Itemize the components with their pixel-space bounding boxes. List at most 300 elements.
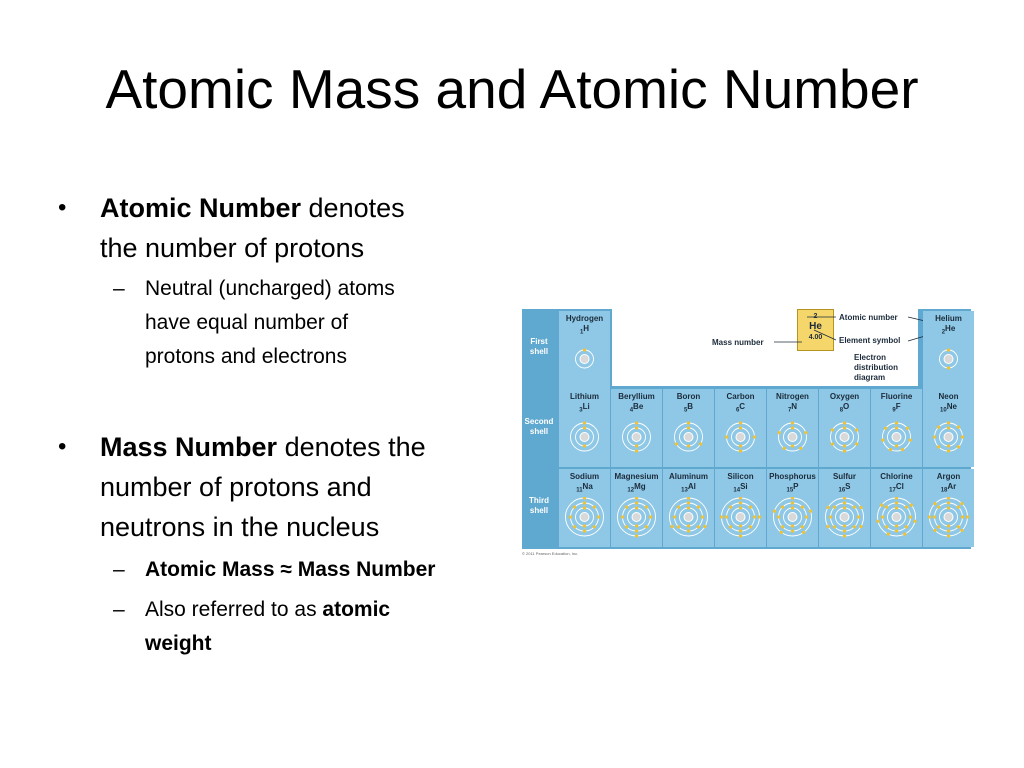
electron-dot <box>635 506 638 509</box>
element-atomic-number: 12 <box>627 487 635 494</box>
electron-dot <box>635 534 638 537</box>
electron-dot <box>960 502 963 505</box>
nucleus <box>944 355 953 364</box>
legend-number: 2 <box>813 313 818 320</box>
element-cell-hydrogen <box>559 311 610 389</box>
electron-dot <box>781 525 784 528</box>
electron-dot <box>831 428 834 431</box>
electron-dot <box>687 421 690 424</box>
bullet-text: denotes <box>301 193 405 223</box>
electron-dot <box>739 426 742 429</box>
electron-dot <box>625 506 628 509</box>
dash-marker: – <box>113 598 125 621</box>
electron-dot <box>853 525 856 528</box>
nucleus <box>892 433 901 442</box>
electron-dot <box>895 529 898 532</box>
element-symbol <box>923 324 974 338</box>
electron-dot <box>753 515 756 518</box>
bullet-atomic-number <box>58 188 498 268</box>
electron-dot <box>937 506 940 509</box>
electron-dot <box>895 524 898 527</box>
electron-dot <box>725 435 728 438</box>
element-symbol-text: Be <box>633 402 644 411</box>
electron-dot <box>791 497 794 500</box>
sub-bullet-text: Neutral (uncharged) atoms <box>145 277 395 300</box>
element-cell-aluminum <box>663 469 714 547</box>
element-cell-beryllium <box>611 389 662 467</box>
legend-mass-number-label: Mass number <box>712 338 764 347</box>
element-atomic-number: 18 <box>940 487 948 494</box>
element-symbol <box>767 482 818 496</box>
element-symbol-text: F <box>895 402 901 411</box>
electron-dot <box>947 366 950 369</box>
element-name: Nitrogen <box>776 392 809 401</box>
electron-dot <box>913 520 916 523</box>
electron-dot <box>739 529 742 532</box>
electron-dot <box>895 426 898 429</box>
electron-diagram <box>923 339 974 385</box>
electron-dot <box>804 431 807 434</box>
electron-dot <box>635 444 638 447</box>
element-symbol-text: O <box>843 402 850 411</box>
electron-dot <box>791 426 794 429</box>
element-symbol-text: Na <box>582 482 593 491</box>
element-symbol <box>559 324 610 338</box>
electron-dot <box>843 501 846 504</box>
electron-dot <box>937 445 940 448</box>
nucleus <box>632 513 641 522</box>
slide-title: Atomic Mass and Atomic Number <box>105 58 919 120</box>
electron-dot <box>903 533 906 536</box>
element-symbol-text: Al <box>687 482 696 491</box>
element-atomic-number: 15 <box>786 487 794 494</box>
electron-diagram <box>715 497 766 543</box>
electron-diagram <box>871 417 922 463</box>
element-name: Aluminum <box>668 472 709 481</box>
element-atomic-number: 8 <box>839 407 844 414</box>
electron-dot <box>829 515 832 518</box>
element-atomic-number: 4 <box>629 407 634 414</box>
shell-label-first: First shell <box>529 337 549 356</box>
electron-dot <box>933 529 936 532</box>
element-name: Phosphorus <box>769 472 816 481</box>
electron-dot <box>928 515 931 518</box>
electron-dot <box>720 515 723 518</box>
electron-dot <box>569 515 572 518</box>
electron-dot <box>749 525 752 528</box>
atomic-number-term: Atomic Number <box>100 193 302 223</box>
element-symbol-text: Ne <box>946 402 957 411</box>
element-cell-phosphorus <box>767 469 818 547</box>
electron-dot <box>687 501 690 504</box>
element-cell-sulfur <box>819 469 870 547</box>
electron-dot <box>909 439 912 442</box>
electron-dot <box>905 506 908 509</box>
electron-dot <box>957 525 960 528</box>
electron-dot <box>791 506 794 509</box>
nucleus <box>580 513 589 522</box>
electron-dot <box>895 444 898 447</box>
element-symbol <box>663 482 714 496</box>
electron-dot <box>933 502 936 505</box>
nucleus <box>684 513 693 522</box>
electron-dot <box>739 534 742 537</box>
nucleus <box>892 513 901 522</box>
electron-dot <box>635 449 638 452</box>
electron-dot <box>783 447 786 450</box>
electron-dot <box>675 442 678 445</box>
element-cell-helium <box>923 311 974 389</box>
electron-dot <box>781 506 784 509</box>
electron-dot <box>791 501 794 504</box>
element-symbol <box>871 482 922 496</box>
electron-diagram <box>715 417 766 463</box>
element-cell-chlorine <box>871 469 922 547</box>
electron-dot <box>843 444 846 447</box>
element-symbol <box>819 482 870 496</box>
electron-dot <box>753 435 756 438</box>
electron-dot <box>635 501 638 504</box>
electron-dot <box>947 506 950 509</box>
element-symbol <box>559 482 610 496</box>
element-symbol <box>923 482 974 496</box>
electron-dot <box>583 501 586 504</box>
nucleus <box>944 433 953 442</box>
element-symbol-text: Cl <box>895 482 904 491</box>
electron-dot <box>895 501 898 504</box>
electron-diagram <box>559 339 610 385</box>
element-atomic-number: 5 <box>683 407 688 414</box>
electron-dot <box>697 506 700 509</box>
shell-label-third: Third shell <box>529 496 549 515</box>
electron-dot <box>947 529 950 532</box>
electron-dot <box>947 444 950 447</box>
element-atomic-number: 2 <box>941 329 946 336</box>
electron-dot <box>687 497 690 500</box>
electron-dot <box>910 504 913 507</box>
electron-dot <box>583 444 586 447</box>
element-symbol <box>819 402 870 416</box>
electron-dot <box>670 525 673 528</box>
electron-dot <box>791 524 794 527</box>
electron-dot <box>791 529 794 532</box>
electron-dot <box>966 515 969 518</box>
dash-marker: – <box>113 277 125 300</box>
nucleus <box>840 513 849 522</box>
electron-diagram <box>923 417 974 463</box>
electron-dot <box>687 529 690 532</box>
mass-number-term: Mass Number <box>100 432 278 462</box>
electron-dot <box>687 444 690 447</box>
nucleus <box>736 513 745 522</box>
electron-diagram <box>559 417 610 463</box>
electron-dot <box>703 525 706 528</box>
element-name: Chlorine <box>880 472 913 481</box>
nucleus <box>580 433 589 442</box>
element-symbol-text: H <box>583 324 590 333</box>
element-atomic-number: 16 <box>838 487 846 494</box>
element-symbol <box>559 402 610 416</box>
electron-dot <box>583 426 586 429</box>
electron-dot <box>583 506 586 509</box>
electron-dot <box>885 506 888 509</box>
element-name: Sodium <box>569 472 600 481</box>
bullet-mass-number <box>58 427 498 547</box>
electron-dot <box>573 525 576 528</box>
element-name: Hydrogen <box>565 314 604 323</box>
element-cell-boron <box>663 389 714 467</box>
electron-diagram <box>559 497 610 543</box>
element-name: Boron <box>676 392 701 401</box>
element-name: Fluorine <box>880 392 913 401</box>
bullet-list <box>58 188 498 661</box>
element-symbol <box>611 402 662 416</box>
nucleus <box>788 433 797 442</box>
electron-diagram <box>663 417 714 463</box>
electron-dot <box>725 515 728 518</box>
electron-dot <box>739 497 742 500</box>
electron-dot <box>801 525 804 528</box>
element-symbol-text: He <box>945 324 956 333</box>
electron-dot <box>645 525 648 528</box>
electron-diagram <box>611 417 662 463</box>
electron-dot <box>583 524 586 527</box>
electron-diagram <box>819 497 870 543</box>
electron-dot <box>826 506 829 509</box>
electron-dot <box>677 506 680 509</box>
electron-dot <box>947 426 950 429</box>
periodic-table-figure <box>522 309 971 556</box>
electron-dot <box>593 506 596 509</box>
electron-dot <box>791 444 794 447</box>
element-name: Oxygen <box>829 392 860 401</box>
sub-bullet-atomic-weight <box>113 593 498 661</box>
electron-dot <box>583 421 586 424</box>
electron-dot <box>677 525 680 528</box>
element-symbol-text: Si <box>740 482 748 491</box>
electron-dot <box>802 531 805 534</box>
electron-dot <box>739 421 742 424</box>
sub-bullet-atomic-mass <box>113 553 498 587</box>
element-cell-nitrogen <box>767 389 818 467</box>
element-atomic-number: 9 <box>892 407 896 414</box>
electron-dot <box>933 435 936 438</box>
element-name: Silicon <box>727 472 754 481</box>
electron-dot <box>635 529 638 532</box>
electron-dot <box>947 524 950 527</box>
bullet-marker: • <box>58 194 67 221</box>
bullet-marker: • <box>58 433 67 460</box>
nucleus <box>788 513 797 522</box>
electron-dot <box>739 524 742 527</box>
element-name: Carbon <box>726 392 755 401</box>
electron-dot <box>833 506 836 509</box>
electron-dot <box>843 529 846 532</box>
legend-mass: 4.00 <box>808 334 823 341</box>
electron-dot <box>881 439 884 442</box>
electron-dot <box>895 497 898 500</box>
electron-dot <box>947 421 950 424</box>
electron-dot <box>957 426 960 429</box>
nucleus <box>684 433 693 442</box>
electron-dot <box>833 525 836 528</box>
electron-dot <box>947 501 950 504</box>
legend-symbol: He <box>809 321 822 332</box>
electron-dot <box>621 515 624 518</box>
element-symbol-text: S <box>845 482 851 491</box>
element-cell-argon <box>923 469 974 547</box>
sub-bullet-neutral-atoms <box>113 272 498 374</box>
element-atomic-number: 13 <box>681 487 688 494</box>
element-name: Helium <box>935 314 962 323</box>
element-cell-silicon <box>715 469 766 547</box>
element-name: Argon <box>936 472 961 481</box>
electron-dot <box>778 431 781 434</box>
electron-diagram <box>611 497 662 543</box>
electron-dot <box>855 428 858 431</box>
electron-dot <box>729 525 732 528</box>
electron-diagram <box>871 497 922 543</box>
electron-dot <box>583 348 586 351</box>
element-symbol-text: Mg <box>634 482 646 491</box>
element-atomic-number: 10 <box>940 407 947 414</box>
electron-dot <box>777 515 780 518</box>
legend-atomic-number-label: Atomic number <box>839 313 898 322</box>
element-symbol-text: N <box>791 402 798 411</box>
nucleus <box>580 355 589 364</box>
electron-dot <box>895 506 898 509</box>
bullet-text: number of protons and <box>100 472 372 502</box>
electron-dot <box>843 506 846 509</box>
element-cell-neon <box>923 389 974 467</box>
sub-bullet-text: protons and electrons <box>145 345 347 368</box>
electron-dot <box>881 515 884 518</box>
electron-dot <box>739 501 742 504</box>
electron-dot <box>649 515 652 518</box>
electron-dot <box>937 525 940 528</box>
element-symbol <box>923 402 974 416</box>
electron-diagram <box>663 497 714 543</box>
electron-dot <box>889 448 892 451</box>
element-name: Sulfur <box>832 472 857 481</box>
element-symbol <box>663 402 714 416</box>
electron-dot <box>780 531 783 534</box>
electron-dot <box>573 506 576 509</box>
electron-dot <box>859 506 862 509</box>
electron-dot <box>957 506 960 509</box>
electron-dot <box>909 515 912 518</box>
electron-diagram <box>819 417 870 463</box>
electron-dot <box>843 421 846 424</box>
electron-dot <box>687 426 690 429</box>
electron-dot <box>697 525 700 528</box>
element-symbol <box>871 402 922 416</box>
electron-dot <box>947 534 950 537</box>
electron-dot <box>901 448 904 451</box>
element-cell-magnesium <box>611 469 662 547</box>
electron-diagram <box>767 497 818 543</box>
element-symbol <box>715 402 766 416</box>
electron-dot <box>855 442 858 445</box>
element-atomic-number: 14 <box>733 487 741 494</box>
element-cell-oxygen <box>819 389 870 467</box>
element-symbol-text: Li <box>582 402 590 411</box>
electron-dot <box>809 510 812 513</box>
element-name: Magnesium <box>614 472 659 481</box>
electron-dot <box>673 515 676 518</box>
electron-dot <box>906 427 909 430</box>
electron-dot <box>843 497 846 500</box>
electron-dot <box>758 515 761 518</box>
electron-dot <box>773 510 776 513</box>
electron-dot <box>593 525 596 528</box>
electron-dot <box>947 497 950 500</box>
element-symbol-text: P <box>793 482 799 491</box>
element-atomic-number: 6 <box>735 407 740 414</box>
electron-dot <box>843 449 846 452</box>
electron-dot <box>895 421 898 424</box>
atomic-weight-term: weight <box>145 632 212 655</box>
electron-dot <box>625 525 628 528</box>
electron-dot <box>880 504 883 507</box>
electron-dot <box>699 442 702 445</box>
electron-dot <box>859 525 862 528</box>
element-symbol-text: B <box>687 402 694 411</box>
sub-bullet-text: have equal number of <box>145 311 349 334</box>
electron-dot <box>635 524 638 527</box>
electron-diagram <box>767 417 818 463</box>
element-cell-sodium <box>559 469 610 547</box>
sub-bullet-text: Also referred to as <box>145 598 323 621</box>
electron-dot <box>635 497 638 500</box>
electron-dot <box>739 506 742 509</box>
legend-electron-label: Electron distribution diagram <box>854 353 898 382</box>
sub-bullet-text: Atomic Mass ≈ Mass Number <box>145 558 436 581</box>
copyright-credit: © 2011 Pearson Education, Inc. <box>522 551 579 556</box>
element-symbol <box>611 482 662 496</box>
nucleus <box>736 433 745 442</box>
electron-dot <box>701 515 704 518</box>
electron-dot <box>749 506 752 509</box>
electron-diagram <box>923 497 974 543</box>
electron-dot <box>885 525 888 528</box>
bullet-text: denotes the <box>277 432 426 462</box>
shell-label-second: Second shell <box>524 417 554 436</box>
element-name: Neon <box>938 392 959 401</box>
electron-dot <box>831 442 834 445</box>
element-cell-carbon <box>715 389 766 467</box>
electron-dot <box>937 426 940 429</box>
electron-dot <box>635 426 638 429</box>
element-atomic-number: 3 <box>579 407 583 414</box>
dash-marker: – <box>113 558 125 581</box>
element-cell-lithium <box>559 389 610 467</box>
electron-dot <box>826 525 829 528</box>
electron-dot <box>887 533 890 536</box>
electron-dot <box>884 427 887 430</box>
electron-dot <box>876 520 879 523</box>
electron-dot <box>583 497 586 500</box>
electron-dot <box>645 506 648 509</box>
electron-dot <box>687 524 690 527</box>
electron-dot <box>947 348 950 351</box>
element-atomic-number: 11 <box>576 487 583 494</box>
element-name: Lithium <box>570 392 599 401</box>
electron-dot <box>960 529 963 532</box>
bullet-text: the number of protons <box>100 233 365 263</box>
element-symbol <box>715 482 766 496</box>
electron-dot <box>687 506 690 509</box>
